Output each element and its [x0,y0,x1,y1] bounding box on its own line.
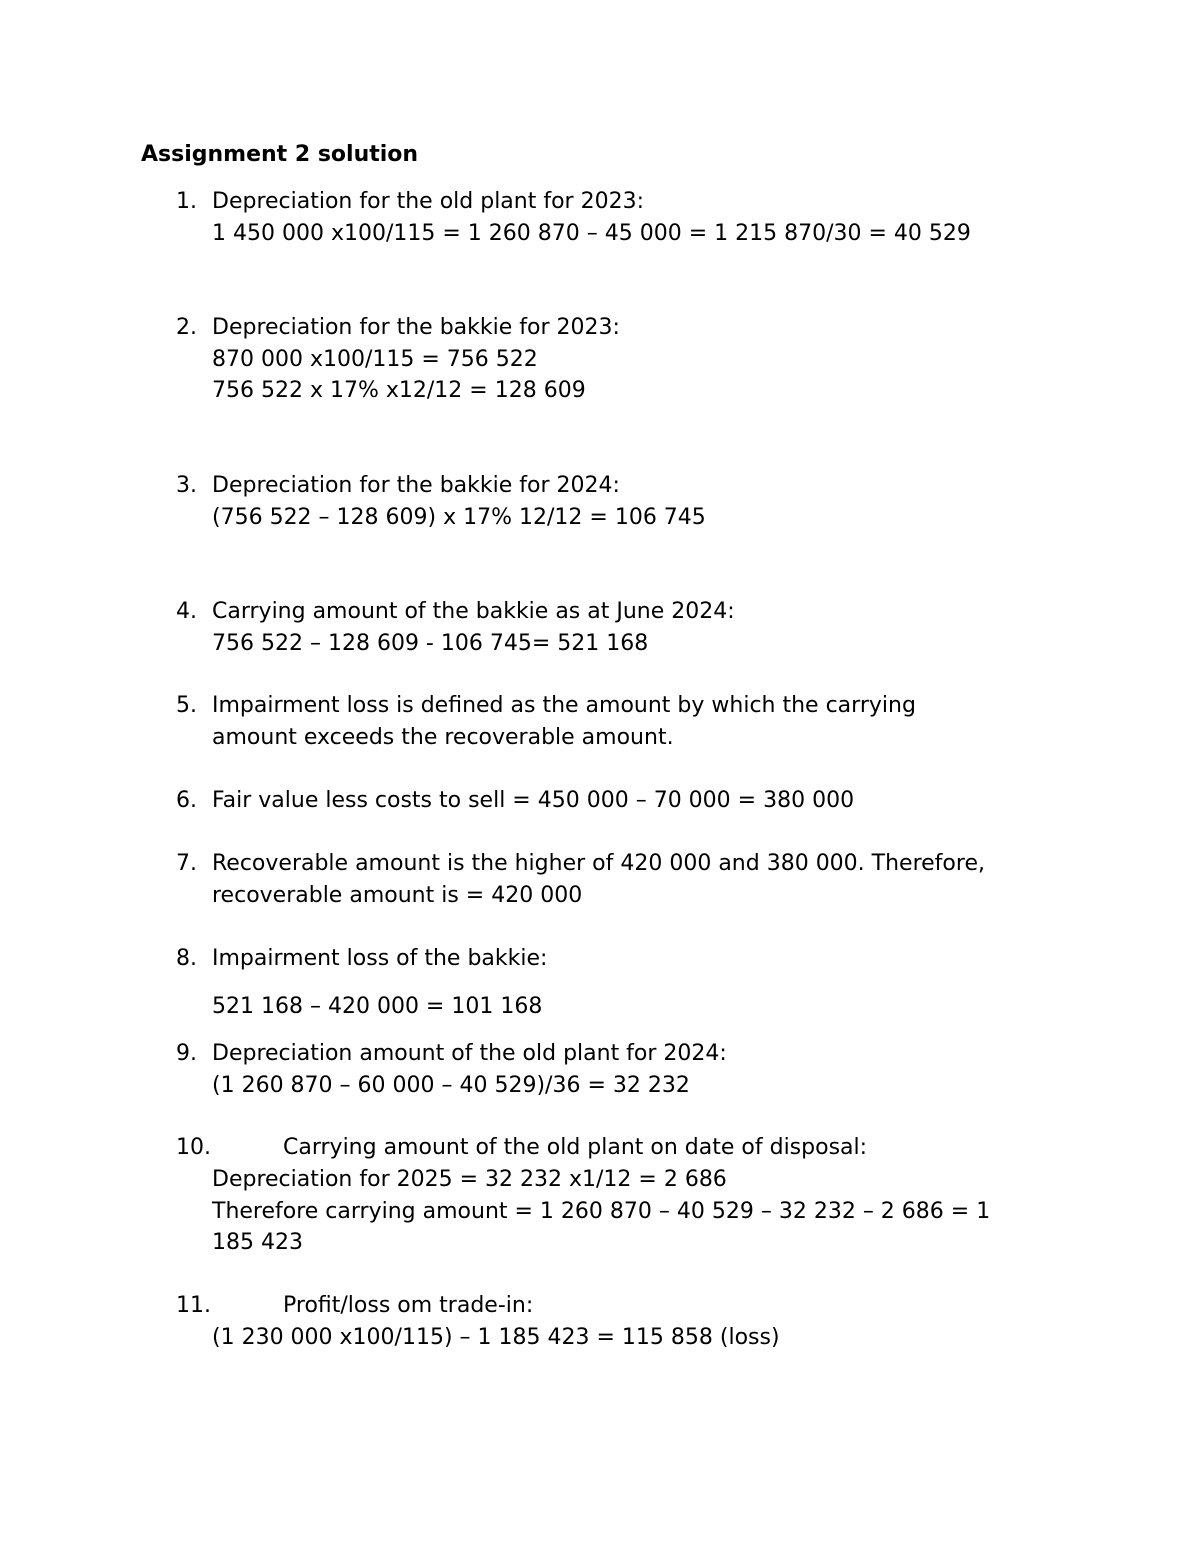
item-line: 521 168 – 420 000 = 101 168 [212,994,543,1019]
item-heading: Impairment loss of the bakkie: [212,946,548,971]
item-number: 4. [176,599,197,624]
item-number: 9. [176,1041,197,1066]
item-line: amount exceeds the recoverable amount. [212,725,674,750]
item-line: Depreciation for 2025 = 32 232 x1/12 = 2 686 [212,1167,727,1192]
item-number: 2. [176,315,197,340]
document-title: Assignment 2 solution [141,142,419,167]
item-number: 5. [176,693,197,718]
item-number: 6. [176,788,197,813]
item-number: 7. [176,851,197,876]
item-heading: Profit/loss om trade-in: [283,1293,534,1318]
item-line: 756 522 x 17% x12/12 = 128 609 [212,378,586,403]
item-number: 11. [176,1293,211,1318]
item-number: 8. [176,946,197,971]
item-line: recoverable amount is = 420 000 [212,883,583,908]
item-heading: Fair value less costs to sell = 450 000 – 70 000 = 380 000 [212,788,855,813]
item-heading: Carrying amount of the old plant on date of disposal: [283,1135,868,1160]
item-heading: Recoverable amount is the higher of 420 000 and 380 000. Therefore, [212,851,985,876]
item-line: (756 522 – 128 609) x 17% 12/12 = 106 745 [212,505,706,530]
item-heading: Depreciation for the old plant for 2023: [212,189,644,214]
item-heading: Impairment loss is defined as the amount by which the carrying [212,693,916,718]
item-heading: Depreciation amount of the old plant for 2024: [212,1041,727,1066]
item-line: Therefore carrying amount = 1 260 870 – 40 529 – 32 232 – 2 686 = 1 [212,1199,991,1224]
item-line: (1 230 000 x100/115) – 1 185 423 = 115 858 (loss) [212,1325,780,1350]
item-number: 1. [176,189,197,214]
item-line: 185 423 [212,1230,303,1255]
item-line: 870 000 x100/115 = 756 522 [212,347,538,372]
item-heading: Depreciation for the bakkie for 2024: [212,473,620,498]
item-line: (1 260 870 – 60 000 – 40 529)/36 = 32 232 [212,1073,690,1098]
item-line: 1 450 000 x100/115 = 1 260 870 – 45 000 = 1 215 870/30 = 40 529 [212,221,971,246]
item-number: 10. [176,1135,211,1160]
item-line: 756 522 – 128 609 - 106 745= 521 168 [212,631,649,656]
item-heading: Carrying amount of the bakkie as at June 2024: [212,599,735,624]
item-heading: Depreciation for the bakkie for 2023: [212,315,620,340]
item-number: 3. [176,473,197,498]
